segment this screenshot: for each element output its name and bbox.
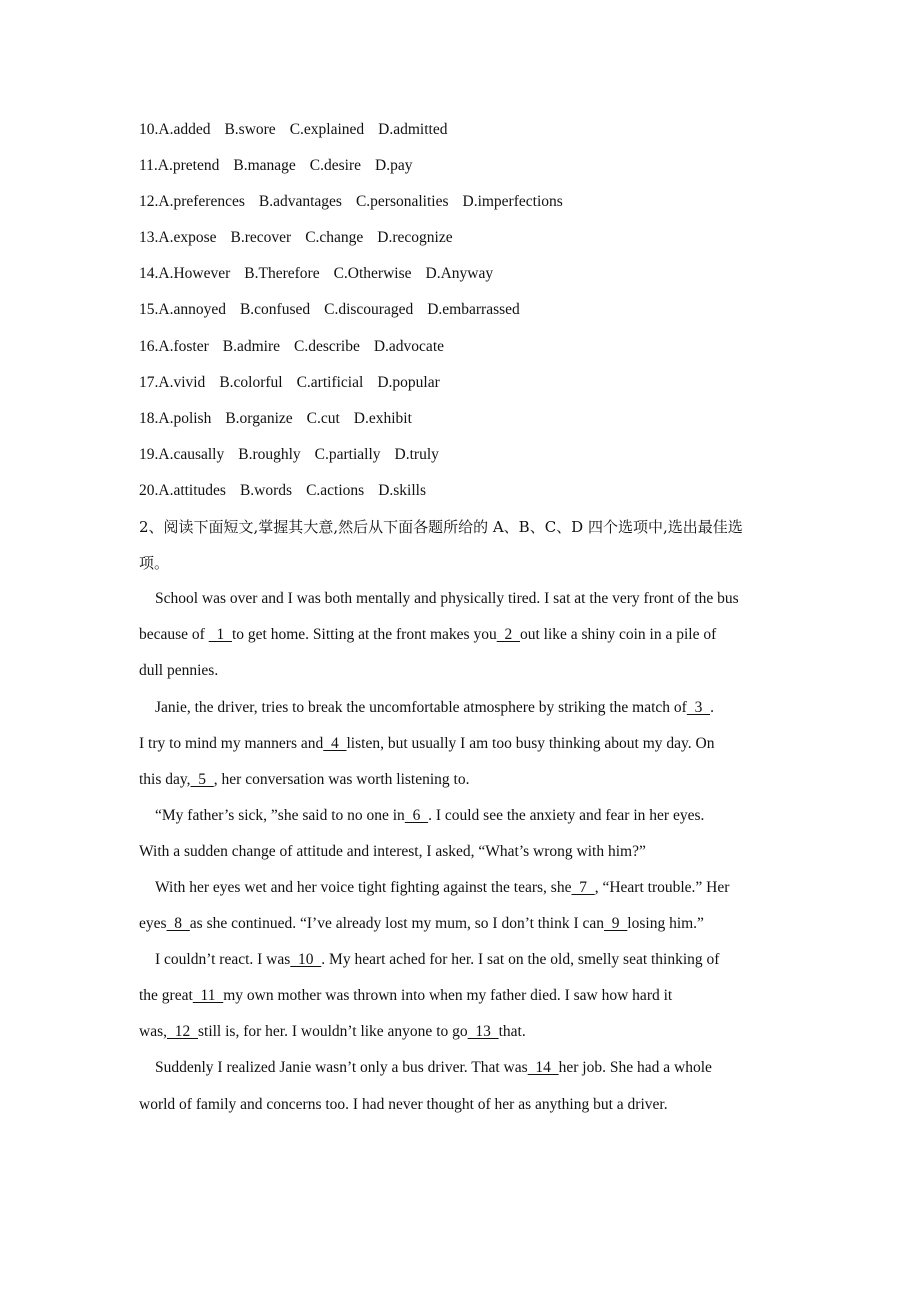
passage-text: still is, for her. I wouldn’t like anyone to go	[197, 1023, 468, 1041]
blank: 14	[527, 1059, 559, 1077]
passage-text: this day,	[139, 770, 191, 788]
option-choice: D.truly	[394, 445, 439, 463]
option-choice: B.Therefore	[244, 265, 320, 283]
passage-line	[139, 870, 789, 906]
passage-line	[139, 834, 789, 870]
passage-line	[139, 653, 789, 689]
passage-text: I couldn’t react. I was	[155, 951, 291, 969]
passage-text: “My father’s sick, ”she said to no one in	[155, 806, 405, 824]
options-list	[139, 112, 789, 509]
passage-paragraph	[139, 1050, 789, 1122]
passage-paragraph	[139, 690, 789, 798]
option-choice: D.recognize	[377, 229, 453, 247]
option-line	[139, 329, 789, 365]
passage-text: as she continued. “I’ve already lost my mum, so I don’t think I can	[189, 915, 605, 933]
passage-line	[139, 726, 789, 762]
option-choice: C.desire	[309, 157, 362, 175]
option-choice: C.change	[305, 229, 364, 247]
passage-text: that.	[498, 1023, 526, 1041]
blank: 8	[166, 915, 190, 933]
blank: 7	[571, 878, 595, 896]
option-choice: D.imperfections	[462, 193, 563, 211]
passage-text: , her conversation was worth listening to.	[213, 770, 470, 788]
passage-text: , “Heart trouble.” Her	[594, 878, 730, 896]
option-line	[139, 220, 789, 256]
option-choice: 19.A.causally	[139, 445, 225, 463]
passage-text: because of	[139, 626, 209, 644]
option-line	[139, 148, 789, 184]
option-choice: B.recover	[230, 229, 292, 247]
option-choice: 10.A.added	[139, 121, 211, 138]
passage-text: the great	[139, 987, 193, 1005]
passage-text: Janie, the driver, tries to break the uncomfortable atmosphere by striking the match of	[155, 698, 687, 716]
passage-line	[139, 690, 789, 726]
option-choice: B.swore	[224, 121, 276, 138]
passage-line	[139, 1050, 789, 1086]
passage-line	[139, 942, 789, 978]
blank: 11	[192, 987, 224, 1005]
option-choice: B.colorful	[219, 373, 283, 391]
passage-line	[139, 798, 789, 834]
passage-line	[139, 1087, 789, 1123]
option-choice: C.explained	[289, 121, 365, 138]
passage-text: losing him.”	[627, 915, 704, 933]
option-line	[139, 437, 789, 473]
section-2-instruction-line-1: 2、阅读下面短文,掌握其大意,然后从下面各题所给的 A、B、C、D 四个选项中,选出最佳选	[139, 518, 743, 537]
option-line	[139, 365, 789, 401]
passage-line	[139, 762, 789, 798]
passage-text: was,	[139, 1023, 167, 1041]
option-choice: B.roughly	[238, 445, 301, 463]
blank: 12	[166, 1023, 198, 1041]
passage-paragraph	[139, 942, 789, 1050]
passage-text: world of family and concerns too. I had never thought of her as anything but a driver.	[139, 1095, 668, 1113]
option-choice: C.describe	[294, 337, 360, 355]
blank: 9	[604, 915, 628, 933]
passage-paragraph	[139, 870, 789, 942]
option-choice: 11.A.pretend	[139, 157, 220, 175]
passage-text: to get home. Sitting at the front makes you	[231, 626, 497, 644]
option-choice: B.advantages	[258, 193, 342, 211]
option-choice: C.partially	[314, 445, 381, 463]
option-line	[139, 292, 789, 328]
passage-text: dull pennies.	[139, 662, 219, 680]
option-line	[139, 112, 789, 148]
blank: 2	[496, 626, 520, 644]
document-content	[139, 112, 789, 1123]
option-choice: 16.A.foster	[139, 337, 209, 355]
option-choice: D.admitted	[378, 121, 448, 138]
option-choice: C.personalities	[355, 193, 449, 211]
option-choice: 18.A.polish	[139, 409, 212, 427]
option-line	[139, 401, 789, 437]
passage-text: I try to mind my manners and	[139, 734, 324, 752]
option-choice: C.discouraged	[324, 301, 414, 319]
passage-text: . My heart ached for her. I sat on the old, smelly seat thinking of	[321, 951, 720, 969]
option-choice: 13.A.expose	[139, 229, 217, 247]
blank: 1	[208, 626, 232, 644]
passage-text: her job. She had a whole	[558, 1059, 712, 1077]
section-2-instruction-line-2: 项。	[139, 554, 170, 573]
passage-text: With a sudden change of attitude and interest, I asked, “What’s wrong with him?”	[139, 842, 646, 860]
passage-line	[139, 906, 789, 942]
option-choice: 20.A.attitudes	[139, 481, 226, 499]
option-line	[139, 473, 789, 509]
option-choice: C.artificial	[296, 373, 364, 391]
option-choice: B.confused	[239, 301, 311, 319]
passage-line	[139, 617, 789, 653]
passage-paragraph	[139, 798, 789, 870]
passage-text: .	[710, 698, 714, 716]
passage-text: Suddenly I realized Janie wasn’t only a bus driver. That was	[155, 1059, 528, 1077]
passage-text: listen, but usually I am too busy thinking about my day. On	[346, 734, 715, 752]
option-choice: C.cut	[306, 409, 340, 427]
option-choice: B.words	[239, 481, 293, 499]
blank: 3	[686, 698, 711, 716]
option-choice: D.advocate	[373, 337, 445, 355]
blank: 10	[290, 951, 322, 969]
option-choice: B.manage	[233, 157, 296, 175]
passage-text: With her eyes wet and her voice tight fighting against the tears, she	[155, 878, 572, 896]
option-choice: B.organize	[225, 409, 293, 427]
option-choice: 17.A.vivid	[139, 373, 206, 391]
option-choice: 14.A.However	[139, 265, 231, 283]
passage-text: out like a shiny coin in a pile of	[519, 626, 717, 644]
passage-line	[139, 978, 789, 1014]
passage-line	[139, 1014, 789, 1050]
option-choice: C.Otherwise	[333, 265, 412, 283]
option-choice: D.skills	[378, 481, 427, 499]
blank: 4	[323, 734, 347, 752]
option-choice: D.Anyway	[425, 265, 494, 283]
option-choice: D.exhibit	[353, 409, 412, 427]
option-choice: 12.A.preferences	[139, 193, 245, 211]
blank: 13	[467, 1023, 499, 1041]
option-choice: B.admire	[222, 337, 280, 355]
passage-text: . I could see the anxiety and fear in her eyes.	[428, 806, 705, 824]
passage-paragraph	[139, 581, 789, 689]
option-line	[139, 256, 789, 292]
cloze-passage	[139, 581, 789, 1122]
passage-text: my own mother was thrown into when my father died. I saw how hard it	[223, 987, 673, 1005]
passage-text: School was over and I was both mentally and physically tired. I sat at the very front of the bus	[155, 590, 739, 608]
option-choice: D.embarrassed	[427, 301, 520, 319]
option-choice: D.pay	[375, 157, 413, 175]
blank: 5	[190, 770, 214, 788]
option-choice: D.popular	[377, 373, 440, 391]
option-line	[139, 184, 789, 220]
passage-text: eyes	[139, 915, 167, 933]
passage-line	[139, 581, 789, 617]
option-choice: C.actions	[306, 481, 365, 499]
blank: 6	[404, 806, 429, 824]
option-choice: 15.A.annoyed	[139, 301, 226, 319]
